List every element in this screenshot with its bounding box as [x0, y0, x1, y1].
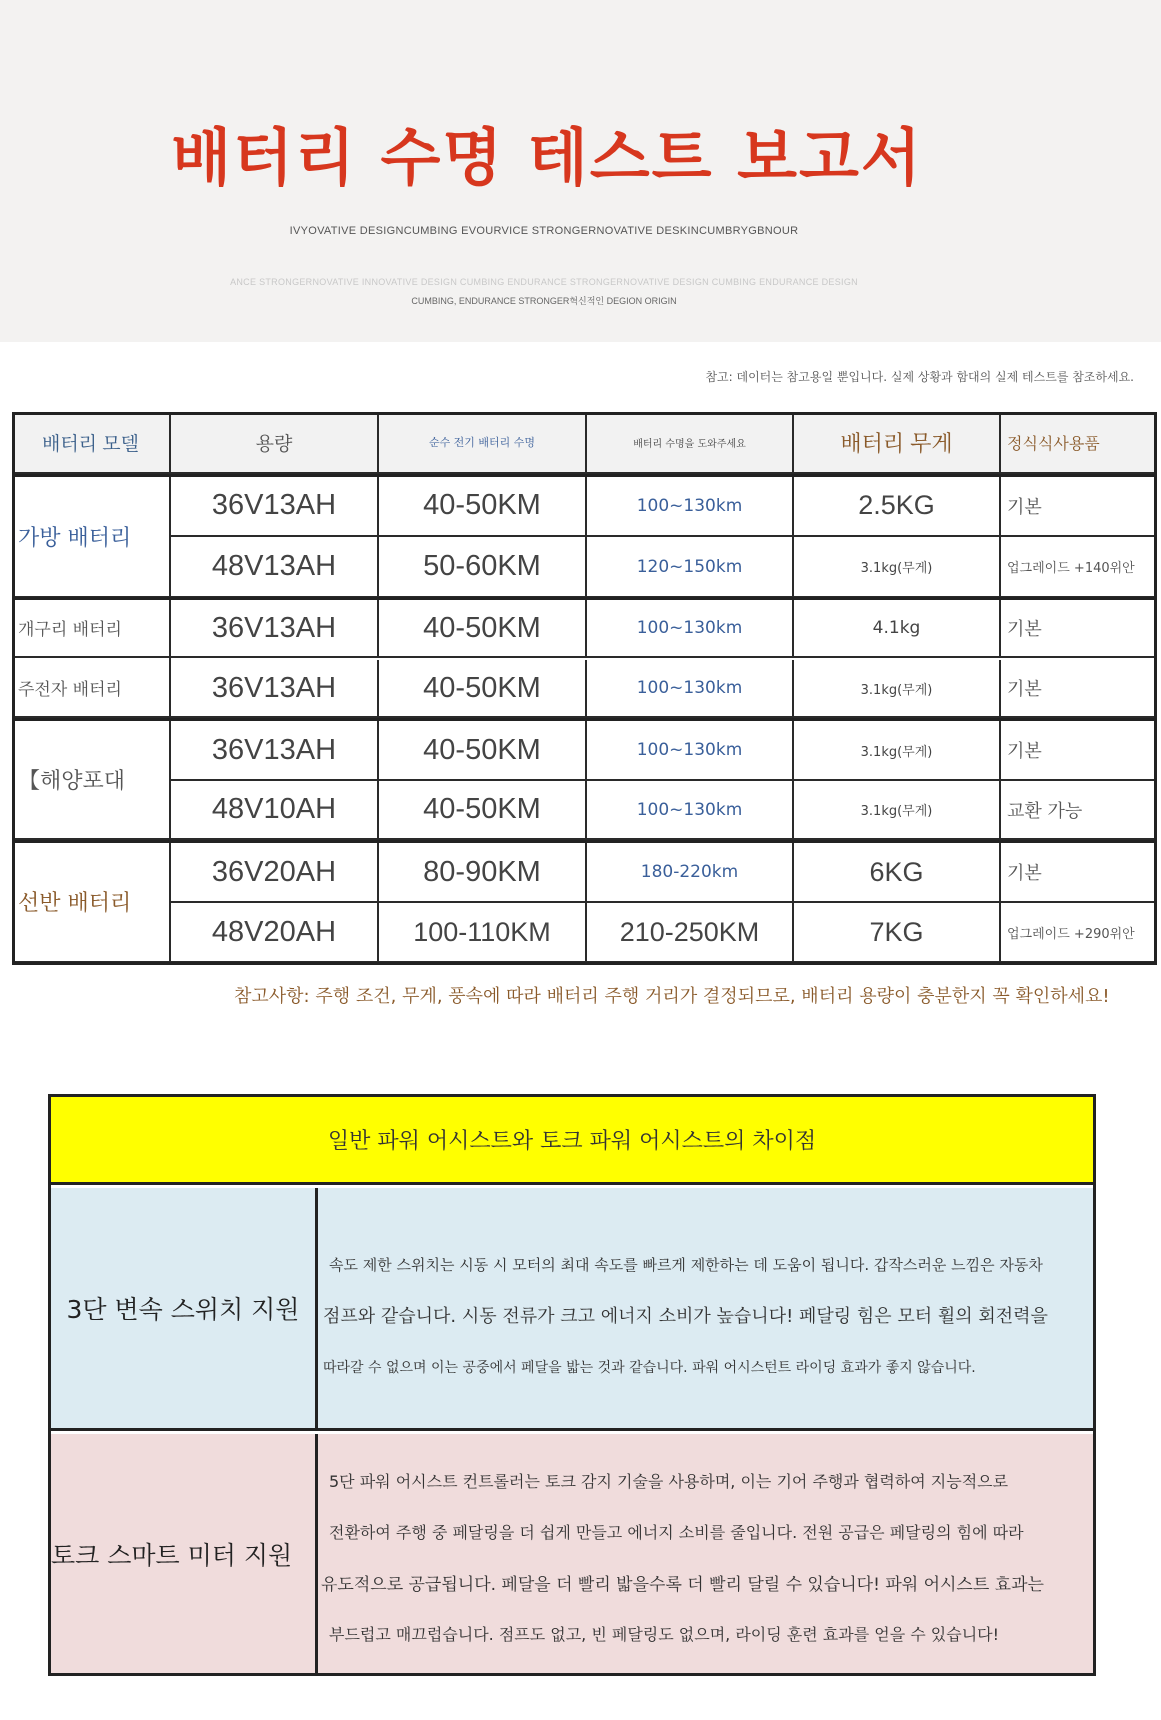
- cell-weight: [794, 476, 1001, 537]
- header-model-label: 배터리 모델: [41, 433, 140, 455]
- cell-assist-value: 100~130km: [636, 799, 743, 820]
- cell-assist: [587, 903, 794, 963]
- cell-assist-value: 100~130km: [636, 740, 743, 760]
- cell-capacity: [171, 600, 379, 658]
- cell-assist: [587, 781, 794, 840]
- cell-assist-value: 180-220km: [640, 862, 739, 882]
- description-line: 전환하여 주행 중 페달링을 더 쉽게 만들고 에너지 소비를 줄입니다. 전원 공급은 페달링의 힘에 따라: [329, 1523, 1024, 1542]
- group-label-text: 【해양포대: [18, 768, 126, 794]
- battery-spec-table: [12, 412, 1157, 965]
- header-model: [12, 412, 171, 474]
- group-label-text: 선반 배터리: [18, 891, 132, 916]
- cell-pure: [379, 537, 587, 598]
- cell-weight: [794, 781, 1001, 840]
- group-label-kettle: [12, 658, 171, 718]
- cell-assist-value: 100~130km: [636, 678, 743, 698]
- cell-capacity-value: 36V13AH: [211, 733, 337, 766]
- cell-assist: [587, 660, 794, 718]
- cell-weight: [794, 721, 1001, 781]
- assist-comparison-table: [48, 1094, 1096, 1676]
- cell-note-value: 기본: [1007, 679, 1042, 700]
- cell-assist: [587, 537, 794, 598]
- header-note: [1001, 412, 1157, 474]
- group-label-text: 개구리 배터리: [18, 619, 122, 640]
- header-assist-range: [587, 412, 794, 474]
- cell-note: [1001, 537, 1157, 598]
- cell-note: [1001, 600, 1157, 658]
- cell-capacity: [171, 781, 379, 840]
- cell-weight: [794, 660, 1001, 718]
- group-label-frog: [12, 598, 171, 658]
- cell-pure: [379, 660, 587, 718]
- cell-pure-value: 100-110KM: [413, 916, 551, 947]
- cell-capacity-value: 36V13AH: [211, 611, 337, 644]
- cell-capacity: [171, 843, 379, 903]
- cell-note: [1001, 476, 1157, 537]
- group-label-marine: [12, 720, 171, 840]
- cell-capacity: [171, 660, 379, 718]
- cell-assist: [587, 721, 794, 781]
- header-capacity: [171, 412, 379, 474]
- cell-pure-value: 40-50KM: [423, 611, 541, 644]
- range-note: 참고사항: 주행 조건, 무게, 풍속에 따라 배터리 주행 거리가 결정되므로, 배터리 용량이 충분한지 꼭 확인하세요!: [234, 986, 1110, 1007]
- cell-assist: [587, 476, 794, 537]
- cell-weight-value: 6KG: [869, 856, 924, 887]
- cell-note: [1001, 903, 1157, 963]
- cell-pure-value: 50-60KM: [423, 550, 541, 582]
- group-label-text: 가방 배터리: [18, 525, 132, 551]
- cell-assist: [587, 843, 794, 903]
- cell-pure: [379, 903, 587, 963]
- cell-pure: [379, 781, 587, 840]
- cell-weight: [794, 903, 1001, 963]
- cell-note-value: 기본: [1007, 863, 1042, 884]
- cell-weight-value: 3.1kg(무게): [860, 682, 933, 698]
- cell-pure-value: 80-90KM: [423, 855, 541, 888]
- cell-weight-value: 7KG: [869, 916, 924, 947]
- cell-pure: [379, 721, 587, 781]
- cell-pure-value: 40-50KM: [423, 671, 541, 704]
- description-line: 5단 파워 어시스트 컨트롤러는 토크 감지 기술을 사용하며, 이는 기어 주행과 협력하여 지능적으로: [329, 1472, 1009, 1491]
- hero-faint-line: ANCE STRONGERNOVATIVE INNOVATIVE DESIGN CUMBING ENDURANCE STRONGERNOVATIVE DESIGN CUMBING ENDURANCE DESIGN: [230, 277, 858, 287]
- description-line: 따라갈 수 없으며 이는 공중에서 페달을 밟는 것과 같습니다. 파워 어시스턴트 라이딩 효과가 좋지 않습니다.: [323, 1360, 976, 1376]
- header-assist-range-label: 배터리 수명을 도와주세요: [633, 438, 746, 450]
- cell-pure-value: 40-50KM: [423, 793, 541, 825]
- cell-assist-value: 100~130km: [636, 495, 743, 516]
- description-line: 부드럽고 매끄럽습니다. 점프도 없고, 빈 페달링도 없으며, 라이딩 훈련 효과를 얻을 수 있습니다!: [329, 1625, 1000, 1644]
- cell-note-value: 기본: [1007, 619, 1042, 640]
- cell-capacity-value: 48V20AH: [211, 915, 337, 948]
- cell-pure-value: 40-50KM: [423, 489, 541, 521]
- comparison-row-torque-meter: [51, 1434, 1093, 1673]
- cell-capacity: [171, 476, 379, 537]
- header-note-label: 정식식사용품: [1007, 433, 1100, 453]
- header-capacity-label: 용량: [255, 433, 293, 455]
- group-label-text: 주전자 배터리: [18, 679, 122, 700]
- cell-note-value: 업그레이드 +290위안: [1007, 926, 1135, 942]
- cell-note: [1001, 721, 1157, 781]
- description-line: 속도 제한 스위치는 시동 시 모터의 최대 속도를 빠르게 제한하는 데 도움이 됩니다. 갑작스러운 느낌은 자동차: [329, 1256, 1043, 1274]
- cell-capacity: [171, 537, 379, 598]
- cell-note-value: 업그레이드 +140위안: [1007, 561, 1135, 576]
- cell-weight-value: 3.1kg(무게): [860, 744, 933, 760]
- comparison-label: 토크 스마트 미터 지원: [51, 1434, 318, 1673]
- cell-assist-value: 210-250KM: [619, 916, 760, 947]
- hero-subtitle: IVYOVATIVE DESIGNCUMBING EVOURVICE STRONGERNOVATIVE DESKINCUMBRYGBNOUR: [289, 225, 799, 237]
- cell-note-value: 기본: [1007, 496, 1042, 518]
- cell-assist-value: 120~150km: [636, 556, 743, 577]
- cell-pure-value: 40-50KM: [423, 733, 541, 766]
- cell-weight-value: 3.1kg(무게): [860, 804, 933, 819]
- header-weight-label: 배터리 무게: [840, 430, 953, 456]
- comparison-row-speed-switch: [51, 1188, 1093, 1431]
- cell-capacity-value: 48V10AH: [211, 793, 337, 825]
- cell-weight-value: 4.1kg: [872, 618, 921, 638]
- comparison-title: 일반 파워 어시스트와 토크 파워 어시스트의 차이점: [51, 1097, 1093, 1185]
- cell-capacity-value: 36V13AH: [211, 671, 337, 704]
- cell-capacity-value: 48V13AH: [211, 550, 337, 582]
- cell-weight-value: 2.5KG: [858, 490, 935, 520]
- hero-banner: [0, 0, 1161, 342]
- cell-assist: [587, 600, 794, 658]
- cell-pure: [379, 600, 587, 658]
- cell-assist-value: 100~130km: [636, 618, 743, 638]
- cell-note: [1001, 781, 1157, 840]
- header-pure-range: [379, 412, 587, 474]
- cell-pure: [379, 476, 587, 537]
- comparison-description: [321, 1188, 1093, 1428]
- cell-capacity-value: 36V13AH: [211, 489, 337, 521]
- cell-weight-value: 3.1kg(무게): [860, 561, 933, 576]
- group-label-shelf: [12, 842, 171, 963]
- header-pure-range-label: 순수 전기 배터리 수명: [428, 436, 536, 449]
- description-line: 점프와 같습니다. 시동 전류가 크고 에너지 소비가 높습니다! 페달링 힘은 모터 휠의 회전력을: [323, 1306, 1048, 1327]
- hero-tagline: CUMBING, ENDURANCE STRONGER혁신적인 DEGION ORIGIN: [411, 296, 677, 306]
- cell-pure: [379, 843, 587, 903]
- cell-weight: [794, 600, 1001, 658]
- cell-capacity: [171, 903, 379, 963]
- cell-capacity-value: 36V20AH: [211, 855, 337, 888]
- cell-weight: [794, 537, 1001, 598]
- reference-note: 참고: 데이터는 참고용일 뿐입니다. 실제 상황과 함대의 실제 테스트를 참조하세요.: [705, 370, 1134, 384]
- cell-note: [1001, 660, 1157, 718]
- group-label-bag: [12, 476, 171, 598]
- comparison-description: [321, 1434, 1093, 1673]
- page-title: 배터리 수명 테스트 보고서: [171, 121, 923, 194]
- comparison-label: 3단 변속 스위치 지원: [51, 1188, 318, 1428]
- cell-capacity: [171, 721, 379, 781]
- cell-weight: [794, 843, 1001, 903]
- header-weight: [794, 412, 1001, 474]
- cell-note: [1001, 843, 1157, 903]
- cell-note-value: 기본: [1007, 741, 1042, 762]
- cell-note-value: 교환 가능: [1007, 800, 1083, 822]
- description-line: 유도적으로 공급됩니다. 페달을 더 빨리 밟을수록 더 빨리 달릴 수 있습니다! 파워 어시스트 효과는: [321, 1575, 1044, 1595]
